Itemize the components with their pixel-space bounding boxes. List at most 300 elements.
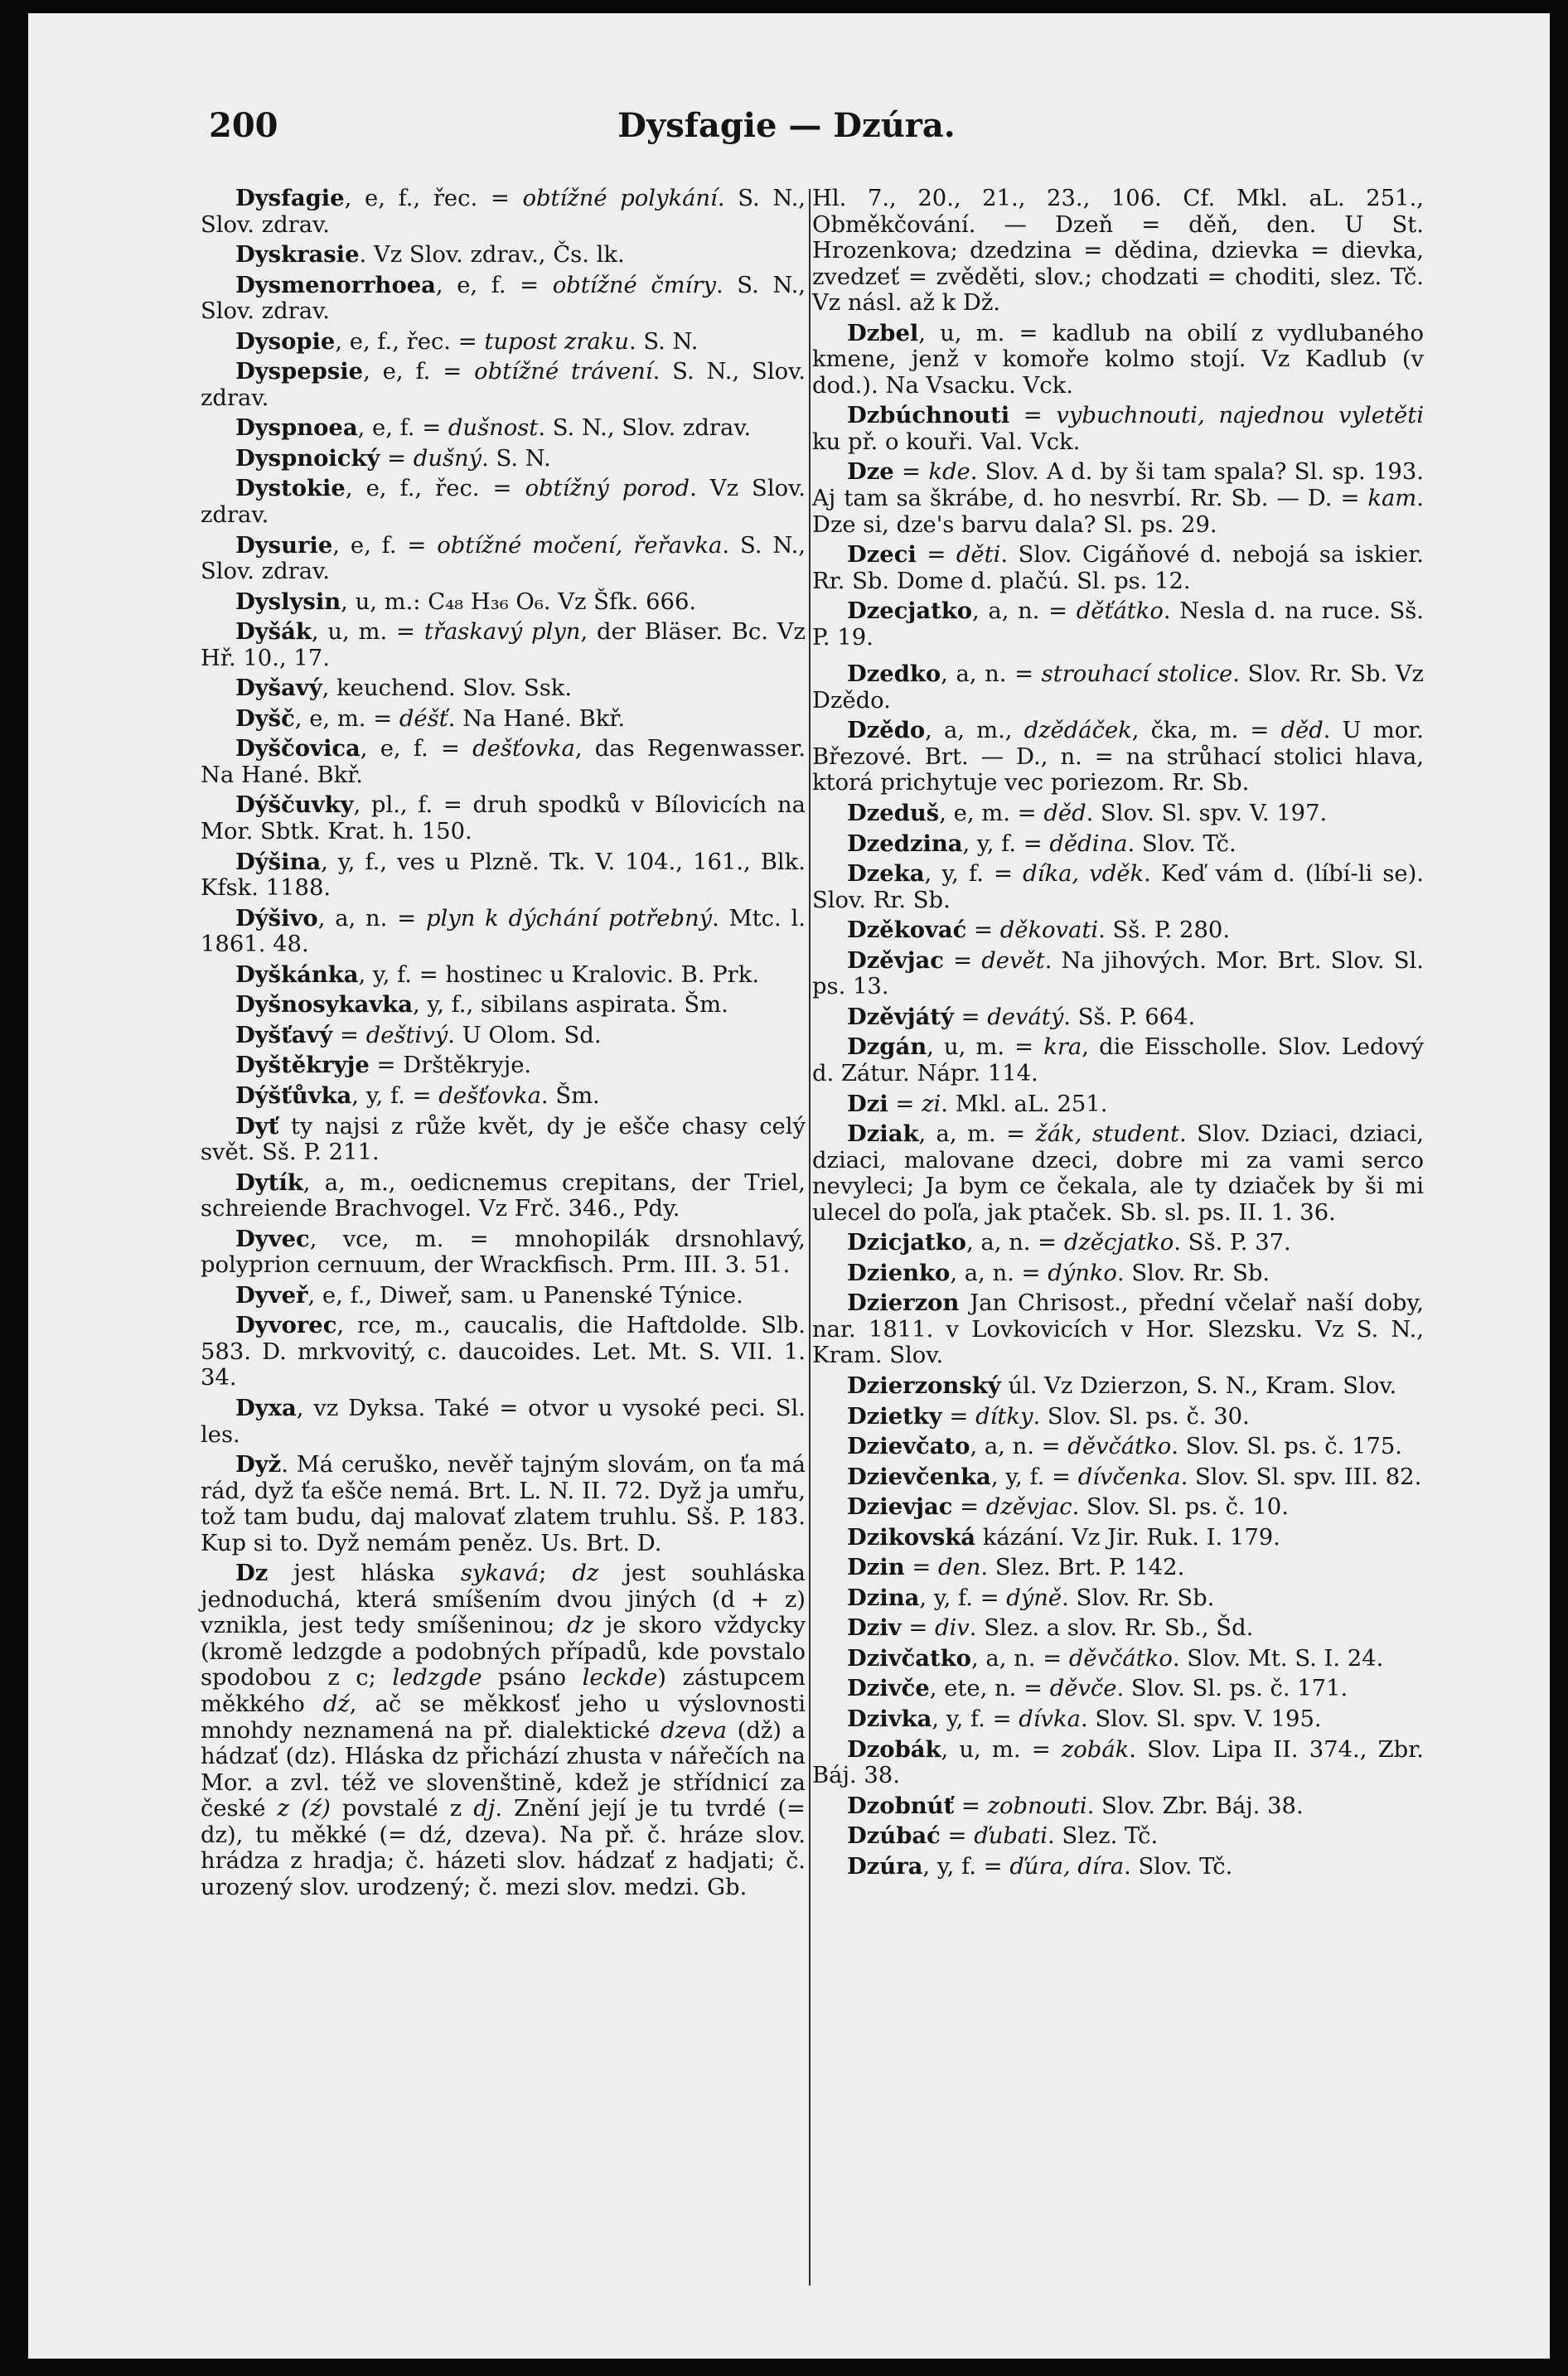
entry-headword: Dzikovská [847,1523,976,1551]
entry-headword: Dzedzina [847,830,963,857]
entry-headword: Dyspnoea [235,414,358,442]
page-number: 200 [209,106,278,145]
dictionary-entry [201,1083,806,1110]
entry-headword: Dzědo [847,717,926,744]
entry-text: , rce, m., caucalis, die Haftdolde. Slb. 583. D. mrkvovitý, c. daucoides. Let. Mt. S. VII. 1. 34. [201,1313,806,1391]
entry-headword: Dzbúchnouti [847,402,1010,429]
dictionary-entry [201,736,806,788]
entry-text: , y, f. = [962,830,1050,857]
entry-gloss: dešťovka [438,1082,541,1109]
entry-text: , pl., f. = druh spodků v Bílovicích na Mor. Sbtk. Krat. h. 150. [201,792,806,845]
entry-text: . Má ceruško, nevěř tajným slovám, on ťa má rád, dyž ťa ešče nemá. Brt. L. N. II. 72. Dyž ja umřu, tož tam budu, daj malovať zlatem truhlu. Sš. P. 183. Kup si to. Dyž nemám peněz. Us. Brt. D. [201,1452,806,1556]
entry-text: ty najsi z růže květ, dy je ešče chasy celý svět. Sš. P. 211. [201,1113,806,1166]
entry-text: , y, f. = [990,1464,1078,1490]
entry-headword: Dzecjatko [847,598,972,625]
entry-headword: Dzěkovać [847,917,967,944]
dictionary-entry [201,706,806,733]
entry-gloss: dz [567,1613,594,1639]
dictionary-entry [812,1230,1424,1256]
dictionary-entry [201,906,806,958]
entry-text: , u, m. = [941,1736,1062,1763]
entry-text: , a, m. = [918,1121,1036,1148]
entry-gloss: dýně [1006,1585,1062,1611]
entry-text: . Sš. P. 664. [1063,1004,1196,1030]
entry-gloss: děkovati [999,917,1099,944]
dictionary-entry [812,1646,1424,1672]
dictionary-entry [812,948,1424,1000]
dictionary-entry [812,598,1424,651]
entry-text: = [904,1555,939,1581]
entry-text: . U Olom. Sd. [448,1022,602,1048]
entry-text: , a, n. = [950,1260,1048,1286]
entry-text: = [380,445,414,472]
entry-gloss: obtížné polykání [522,186,718,211]
entry-gloss: žák, student [1035,1121,1179,1148]
entry-text: , u, m.: C₄₈ H₃₆ O₆. Vz Šfk. 666. [341,588,697,615]
entry-headword: Dyspnoický [235,444,380,472]
entry-text: , u, m. = [311,619,424,646]
entry-text: . Slov. Dziaci, dziaci, dziaci, malovane dzeci, dobre mi za vami serco nevyleci; Ja bym ce čekala, ale ty dziaček by ši mi ulecel do poľa, jak ptaček. Sb. sl. ps. II. 1. 36. [812,1121,1424,1226]
entry-text: . Slov. Sl. ps. č. 175. [1171,1434,1403,1460]
entry-text: . Slov. Zbr. Báj. 38. [1086,1793,1304,1819]
entry-text: , e, f., řec. = [344,186,523,211]
entry-gloss: kam [1367,486,1417,512]
entry-text: . Slov. A d. by ši tam spala? Sl. sp. 193. Aj tam sa škrábe, d. ho nesvrbí. Rr. Sb. — D. = [812,459,1424,512]
entry-text: Jan Chrisost., přední včelař naší doby, nar. 1811. v Lovkovicích v Hor. Slezsku. Vz S. N., Kram. Slov. [812,1290,1424,1369]
entry-text: jest hláska [268,1561,461,1587]
dictionary-entry [812,1737,1424,1789]
entry-text: (dž) a hádzať (dz). Hláska dz přichází zhusta v nářečích na Mor. a zvl. též ve slovenštině, kdež je střídnicí za české [201,1717,806,1822]
entry-text: . Sš. P. 37. [1174,1230,1291,1256]
entry-text: . Sš. P. 280. [1098,917,1231,944]
dictionary-entry [812,1585,1424,1612]
entry-headword: Dyšák [235,618,312,646]
entry-text: . Slez. Tč. [1048,1823,1159,1850]
entry-gloss: obtížné močení, řeřavka [437,532,723,559]
right-column [812,186,1424,1884]
dictionary-entry [201,992,806,1019]
entry-gloss: dzěvjac [985,1494,1072,1521]
entry-gloss: kra [1043,1034,1082,1061]
dictionary-entry [812,1854,1424,1880]
entry-text: , a, n. = [317,905,426,932]
dictionary-entry [201,359,806,411]
entry-gloss: dušnost [448,415,539,442]
entry-headword: Dzina [847,1584,920,1611]
entry-gloss: zobnouti [987,1793,1087,1819]
entry-text: , a, n. = [941,661,1042,688]
entry-gloss: obtížné trávení [474,359,653,385]
entry-headword: Dysopie [235,327,336,355]
entry-gloss: tupost zraku [484,328,629,355]
entry-text: , a, m., oedicnemus crepitans, der Triel, schreiende Brachvogel. Vz Frč. 346., Pdy. [201,1169,806,1222]
dictionary-entry [201,792,806,844]
dictionary-page [28,13,1550,2359]
dictionary-entry [812,1261,1424,1287]
entry-text: , y, f. = [919,1585,1007,1611]
dictionary-entry [201,619,806,671]
dictionary-entry [812,1615,1424,1642]
entry-gloss: zi [922,1091,941,1117]
entry-headword: Dýšťůvka [235,1082,352,1109]
entry-text: . Na Hané. Bkř. [448,705,626,732]
entry-text: = [944,947,982,974]
dictionary-entry [812,403,1424,455]
entry-gloss: dýnko [1048,1260,1117,1286]
entry-headword: Dzěvjac [847,946,944,974]
entry-text: , e, f., řec. = [345,476,525,502]
entry-text: , e, f., řec. = [335,328,485,355]
entry-text: . Slov. Rr. Sb. [1116,1260,1270,1286]
entry-text: = [916,542,956,569]
entry-headword: Dziv [847,1614,902,1642]
entry-headword: Dyž [235,1451,282,1478]
entry-gloss: dívka [1019,1706,1081,1732]
entry-headword: Dz [235,1560,269,1587]
dictionary-entry [812,801,1424,827]
entry-gloss: ďubati [974,1823,1048,1850]
entry-gloss: dívčenka [1077,1464,1181,1490]
entry-text: , e, f. = [435,272,553,298]
entry-text: , a, n. = [971,598,1077,625]
entry-text: , e, m. = [939,801,1044,827]
entry-text: , y, f., ves u Plzně. Tk. V. 104., 161., Blk. Kfsk. 1188. [201,849,806,902]
entry-text: . Na jihových. Mor. Brt. Slov. Sl. ps. 13. [812,947,1425,1000]
entry-gloss: dešťovka [472,736,575,762]
entry-gloss: z (ź) [277,1796,331,1822]
entry-headword: Dystokie [235,475,346,502]
dictionary-entry [812,1706,1424,1733]
entry-gloss: dítky [975,1403,1033,1430]
entry-gloss: sykavá [460,1561,540,1587]
dictionary-entry [812,1034,1424,1086]
entry-text: . Mkl. aL. 251. [941,1091,1108,1117]
entry-text: . Slov. Rr. Sb. [1062,1585,1215,1611]
entry-text: , a, n. = [965,1230,1064,1256]
dictionary-entry [812,186,1424,317]
entry-text: , y, f. = [932,1706,1019,1732]
entry-headword: Dyšnosykavka [235,991,413,1019]
dictionary-entry [812,1793,1424,1820]
entry-gloss: dź [322,1691,350,1717]
entry-headword: Dzi [847,1090,888,1117]
entry-text: kázání. Vz Jir. Ruk. I. 179. [975,1524,1280,1551]
entry-text: . S. N. [628,328,699,355]
entry-text: jest souhláska jednoduchá, která smíšením dvou jiných (d + z) vznikla, jest tedy smíšeninou; [201,1561,806,1639]
entry-headword: Dýšina [235,848,322,875]
entry-text: . S. N., Slov. zdrav. [201,272,806,325]
entry-gloss: den [938,1555,981,1581]
entry-text: , e, m. = [294,705,399,732]
dictionary-entry [812,321,1424,399]
entry-gloss: děd [1043,801,1086,827]
dictionary-entry [201,533,806,585]
dictionary-entry [812,1676,1424,1702]
entry-gloss: dzědáček [1024,718,1132,744]
entry-gloss: děvče [1049,1676,1117,1702]
entry-headword: Dzierzonský [847,1372,1001,1399]
entry-headword: Dyšč [235,704,295,732]
entry-text: , das Regenwasser. Na Hané. Bkř. [201,736,806,788]
entry-gloss: děvčátko [1068,1645,1173,1672]
dictionary-entry [812,1464,1424,1491]
entry-text: . S. N., Slov. zdrav. [201,359,806,411]
entry-text: . S. N., Slov. zdrav. [201,186,806,238]
entry-headword: Dzeka [847,860,925,888]
entry-text: , y, f., sibilans aspirata. Šm. [412,992,728,1019]
entry-headword: Dzivče [847,1675,930,1702]
entry-gloss: díka, vděk [1023,861,1145,888]
entry-headword: Dzbel [847,319,919,346]
entry-text: = [941,1403,976,1430]
entry-headword: Dyščovica [235,735,361,762]
dictionary-entry [812,1404,1424,1430]
entry-text: . S. N., Slov. zdrav. [201,532,806,585]
entry-text: . Slov. Sl. spv. III. 82. [1180,1464,1422,1490]
entry-headword: Dysmenorrhoea [235,271,436,298]
column-divider [809,189,811,2286]
entry-text: . Slov. Tč. [1127,830,1236,857]
entry-text: , a, m., [925,718,1024,744]
entry-headword: Dyť [235,1112,279,1140]
entry-text: Hl. 7., 20., 21., 23., 106. Cf. Mkl. aL. 251., Obměkčování. — Dzeň = děň, den. U St. Hrozenkova; dzedzina = dědina, dzievka = dievka, zvedzeť = zvěděti, slov.; chodzati = choditi, slez. Tč. Vz násl. až k Dž. [812,186,1424,317]
entry-headword: Dze [847,458,894,486]
entry-text: . Znění její je tu tvrdé (= dz), tu měkké (= dź, dzeva). Na př. č. hráze slov. hrádza z hradja; č. házeti slov. hádzať z hadjati; č. urozený slov. urodzený; č. mezi slov. medzi. Gb. [201,1796,806,1900]
dictionary-entry [201,675,806,702]
entry-headword: Dzin [847,1554,905,1581]
entry-gloss: div [935,1615,970,1642]
entry-headword: Dzobák [847,1735,941,1763]
entry-gloss: děd [1280,718,1324,744]
running-head: Dysfagie — Dzúra. [617,106,956,145]
entry-text: , u, m. = kadlub na obilí z vydlubaného kmene, jenž v komoře kolmo stojí. Vz Kadlub (v dod.). Na Vsacku. Vck. [812,320,1424,399]
left-column [201,186,806,1904]
dictionary-entry [201,1452,806,1556]
dictionary-entry [812,1290,1424,1369]
entry-headword: Dyskrasie [235,241,360,269]
entry-text: ku př. o kouři. Val. Vck. [812,428,1081,455]
entry-gloss: dědina [1049,830,1128,857]
entry-headword: Dyxa [235,1394,297,1421]
entry-gloss: dzěcjatko [1063,1230,1174,1256]
entry-headword: Dzievčenka [847,1463,991,1490]
entry-text: , keuchend. Slov. Ssk. [322,675,573,702]
entry-text: úl. Vz Dzierzon, S. N., Kram. Slov. [1000,1372,1397,1399]
entry-gloss: leckde [582,1665,658,1691]
entry-text: , die Eisscholle. Slov. Ledový d. Zátur. Nápr. 114. [812,1034,1424,1086]
entry-headword: Dzievčato [847,1433,970,1460]
dictionary-entry [201,1283,806,1309]
entry-gloss: dj [473,1796,496,1822]
entry-text: psáno [482,1665,583,1691]
dictionary-entry [812,718,1424,796]
entry-headword: Dzedko [847,661,941,688]
entry-text: = [332,1022,366,1048]
entry-headword: Dzgán [847,1033,927,1061]
entry-gloss: kde [928,459,970,486]
entry-text: . Slov. Sl. spv. V. 197. [1086,801,1328,827]
entry-text: . Slov. Sl. spv. V. 195. [1080,1706,1322,1732]
dictionary-entry [201,1561,806,1900]
entry-text: ) zástupcem měkkého [201,1665,806,1717]
dictionary-entry [201,1313,806,1391]
entry-gloss: zobák [1061,1736,1130,1763]
dictionary-entry [201,1053,806,1079]
entry-headword: Dyškánka [235,961,359,988]
entry-headword: Dzivka [847,1705,932,1732]
entry-text: . Slov. Tč. [1124,1853,1233,1880]
entry-headword: Dzěvjátý [847,1003,954,1030]
dictionary-entry [201,186,806,238]
entry-text: = [952,1494,986,1521]
entry-text: , e, f. = [332,532,438,559]
entry-headword: Dyveř [235,1281,308,1309]
entry-gloss: děťátko [1076,598,1164,625]
entry-headword: Dzierzon [847,1290,960,1317]
dictionary-entry [812,861,1424,913]
entry-text: . Nesla d. na ruce. Sš. P. 19. [812,598,1424,651]
dictionary-entry [812,459,1424,538]
entry-headword: Dyspepsie [235,358,364,385]
dictionary-entry [812,1555,1424,1581]
entry-headword: Dzienko [847,1259,951,1286]
entry-headword: Dzobnúť [847,1792,955,1819]
entry-text: = [940,1823,975,1850]
entry-gloss: ďúra, díra [1009,1853,1125,1880]
entry-text: = [1009,403,1057,429]
entry-text: , y, f. = hostinec u Kralovic. B. Prk. [358,961,760,988]
entry-text: = [953,1004,988,1030]
entry-headword: Dzievjac [847,1493,953,1521]
entry-gloss: dzeva [660,1717,727,1744]
entry-headword: Dysurie [235,531,333,559]
entry-text: je skoro vždycky (kromě ledzgde a podobných případů, kde povstalo spodobou z c; [201,1613,806,1691]
entry-headword: Dyvorec [235,1312,337,1339]
entry-gloss: devět [981,947,1045,974]
entry-text: ; [539,1561,573,1587]
entry-text: , ač se měkkosť jeho u výslovnosti mnohdy neznamená na př. dialektické [201,1691,806,1744]
entry-text: . Slez. a slov. Rr. Sb., Šd. [969,1615,1254,1642]
entry-text: , a, n. = [970,1434,1068,1460]
dictionary-entry [812,1121,1424,1226]
entry-text: , e, f. = [360,736,473,762]
entry-text: . Keď vám d. (líbí-li se). Slov. Rr. Sb. [812,861,1424,913]
entry-text: . S. N. [482,445,551,472]
entry-gloss: obtížné čmíry [552,272,716,298]
entry-gloss: dušný [413,445,482,472]
dictionary-entry [812,1823,1424,1850]
dictionary-entry [201,589,806,616]
dictionary-entry [812,1434,1424,1460]
dictionary-entry [812,1004,1424,1031]
entry-text: , y, f. = [351,1082,439,1109]
entry-gloss: třaskavý plyn [423,619,581,646]
entry-headword: Dytík [235,1169,303,1196]
entry-text: , y, f. = [922,1853,1010,1880]
entry-text: = Drštěkryje. [369,1053,532,1079]
entry-headword: Dziak [847,1120,919,1148]
entry-text: = [954,1793,988,1819]
dictionary-entry [812,917,1424,944]
dictionary-entry [201,1170,806,1222]
entry-text: , y, f. = [924,861,1024,888]
dictionary-entry [201,1227,806,1279]
entry-text: . Slov. Sl. ps. č. 171. [1116,1676,1348,1702]
entry-gloss: děvčátko [1067,1434,1172,1460]
entry-text: . U mor. Březové. Brt. — D., n. = na strůhací stolici hlava, ktorá prichytuje vec poriezom. Rr. Sb. [812,718,1424,796]
entry-headword: Dzicjatko [847,1229,966,1256]
entry-text: , der Bläser. Bc. Vz Hř. 10., 17. [201,619,806,671]
entry-text: = [966,917,1000,944]
dictionary-entry [201,962,806,989]
entry-headword: Dzúbać [847,1822,941,1850]
dictionary-entry [812,1373,1424,1400]
entry-headword: Dyšťavý [235,1021,333,1048]
dictionary-entry [812,542,1424,594]
dictionary-entry [201,476,806,528]
entry-headword: Dzeduš [847,800,940,827]
entry-text: = [893,459,929,486]
entry-text: povstalé z [330,1796,474,1822]
entry-text: , vce, m. = mnohopilák drsnohlavý, polyprion cernuum, der Wrackfisch. Prm. III. 3. 51. [201,1226,806,1279]
dictionary-entry [812,1525,1424,1551]
dictionary-entry [201,242,806,269]
dictionary-entry [201,273,806,325]
entry-text: , vz Dyksa. Také = otvor u vysoké peci. Sl. les. [201,1395,806,1448]
entry-gloss: déšť [399,705,448,732]
entry-gloss: plyn k dýchání potřebný [425,905,713,932]
entry-text: . Vz Slov. zdrav. [201,476,806,529]
dictionary-entry [812,1091,1424,1118]
entry-text: , a, n. = [970,1645,1069,1672]
entry-text: , e, f., Diweř, sam. u Panenské Týnice. [307,1282,743,1309]
entry-text: . Mtc. l. 1861. 48. [201,905,806,958]
entry-text: , ete, n. = [929,1676,1050,1702]
entry-gloss: ledzgde [392,1665,482,1691]
entry-headword: Dyslysin [235,588,341,615]
entry-headword: Dzeci [847,541,917,569]
entry-gloss: strouhací stolice [1041,661,1233,688]
entry-headword: Dyšavý [235,675,322,702]
entry-text: . Slez. Brt. P. 142. [980,1555,1185,1581]
entry-headword: Dzúra [847,1852,923,1880]
entry-text: = [901,1615,936,1642]
entry-headword: Dýščuvky [235,791,354,819]
entry-text: . Slov. Sl. ps. č. 30. [1033,1403,1250,1430]
dictionary-entry [201,1114,806,1166]
entry-headword: Dyštěkryje [235,1052,370,1079]
entry-text: . Slov. Rr. Sb. Vz Dzědo. [812,661,1424,714]
dictionary-entry [201,1023,806,1049]
dictionary-entry [812,831,1424,858]
dictionary-entry [201,446,806,472]
entry-headword: Dysfagie [235,185,345,211]
dictionary-entry [201,329,806,356]
entry-text: , e, f. = [357,415,448,442]
entry-text: . Vz Slov. zdrav., Čs. lk. [359,242,625,269]
entry-text: , e, f. = [363,359,475,385]
entry-gloss: devátý [987,1004,1064,1030]
entry-headword: Dyvec [235,1225,310,1252]
dictionary-entry [812,661,1424,714]
entry-text: . Dze si, dze's barvu dala? Sl. ps. 29. [812,486,1424,538]
dictionary-entry [812,1494,1424,1521]
dictionary-entry [201,849,806,902]
entry-gloss: deštivý [365,1022,448,1048]
entry-gloss: děti [956,542,1001,569]
dictionary-entry [201,1396,806,1448]
entry-text: . S. N., Slov. zdrav. [538,415,752,442]
